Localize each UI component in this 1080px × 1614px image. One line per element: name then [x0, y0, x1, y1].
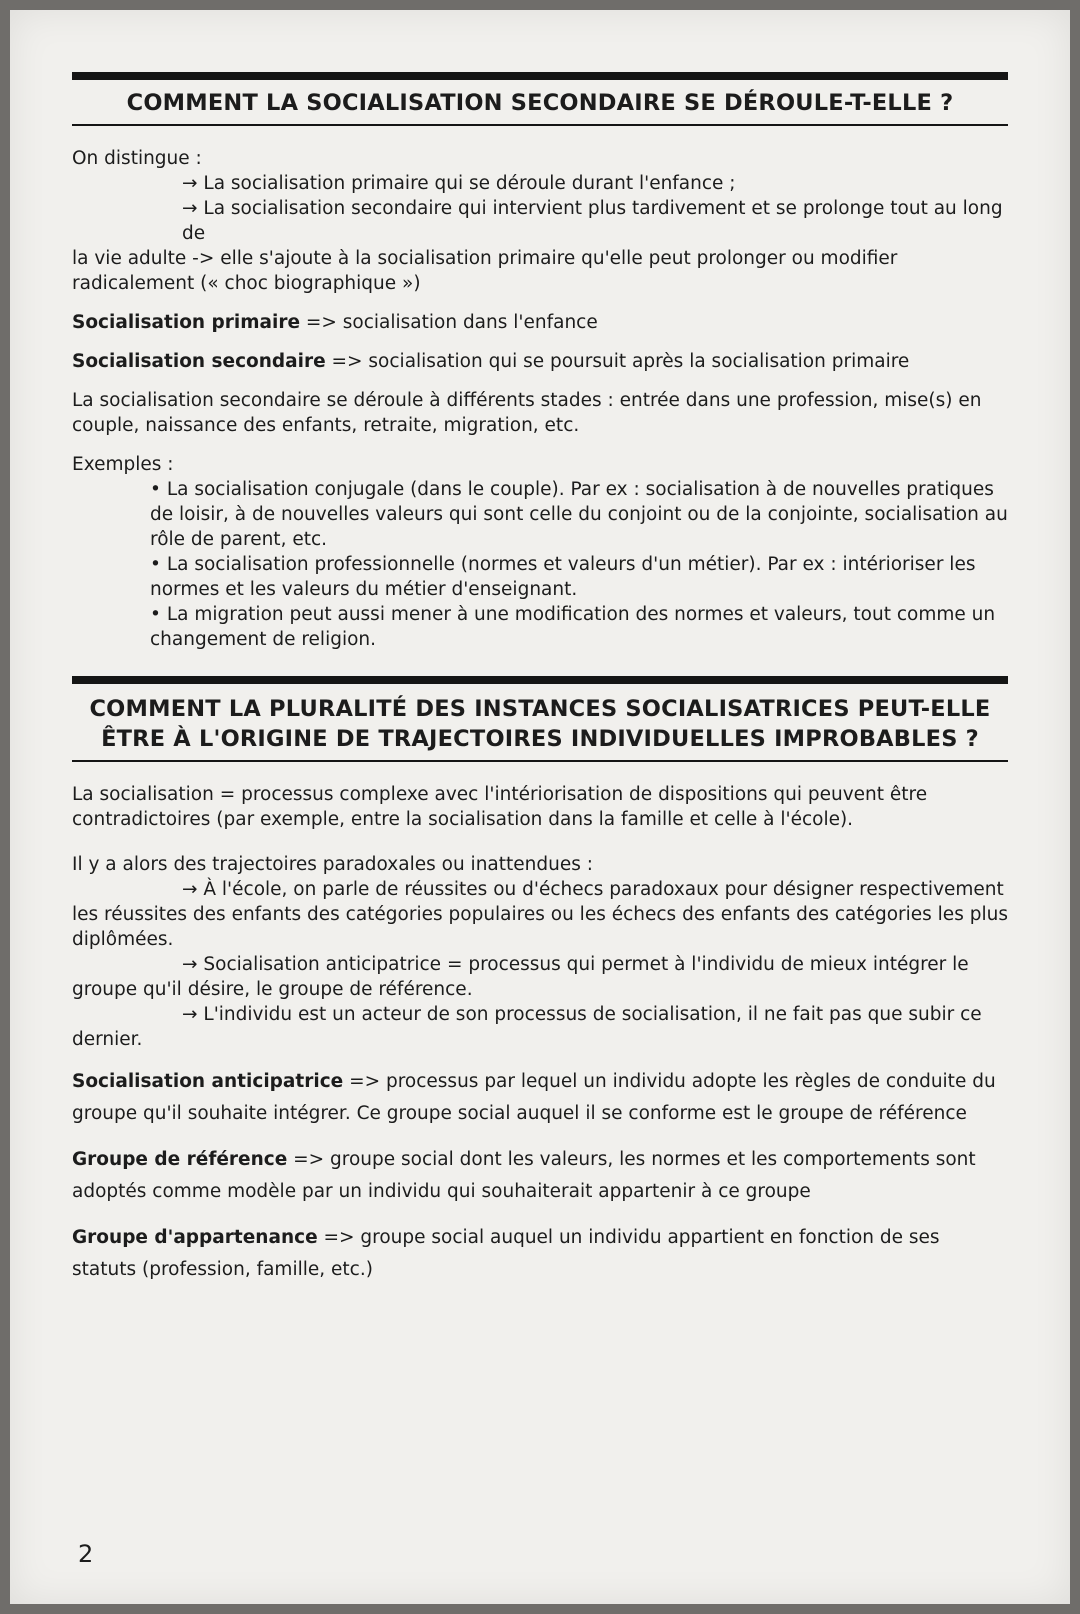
definition-term: Socialisation anticipatrice	[72, 1071, 344, 1092]
document-page	[10, 10, 1070, 1604]
list-item: → La socialisation secondaire qui intervient plus tardivement et se prolonge tout au long de	[182, 198, 1003, 244]
definition	[72, 1222, 1008, 1286]
section-divider	[72, 676, 1008, 684]
list-item: → La socialisation primaire qui se déroule durant l'enfance ;	[182, 173, 736, 194]
definition	[72, 1144, 1008, 1208]
list-item: • La socialisation conjugale (dans le couple). Par ex : socialisation à de nouvelles pratiques de loisir, à de nouvelles valeurs qui sont celle du conjoint ou de la conjointe, socialisation au rôle de parent, etc.	[150, 479, 1008, 550]
section2-title	[72, 694, 1008, 754]
list-item-continuation: dernier.	[72, 1029, 143, 1050]
paragraph: Il y a alors des trajectoires paradoxales ou inattendues :	[72, 854, 593, 875]
section2-title-line: COMMENT LA PLURALITÉ DES INSTANCES SOCIALISATRICES PEUT-ELLE	[89, 696, 991, 722]
definition-text: => groupe social auquel un individu appartient en fonction de ses statuts (profession, famille, etc.)	[72, 1227, 940, 1280]
page-content	[72, 10, 1008, 1286]
definition	[72, 1066, 1008, 1130]
definition-term: Socialisation primaire	[72, 312, 300, 333]
list-item: → L'individu est un acteur de son processus de socialisation, il ne fait pas que subir ce	[182, 1004, 982, 1025]
definition-text: => groupe social dont les valeurs, les normes et les comportements sont adoptés comme modèle par un individu qui souhaiterait appartenir à ce groupe	[72, 1149, 976, 1202]
definition-text: => socialisation dans l'enfance	[300, 312, 598, 333]
definition-text: => processus par lequel un individu adopte les règles de conduite du groupe qu'il souhaite intégrer. Ce groupe social auquel il se conforme est le groupe de référence	[72, 1071, 996, 1124]
list-item: → À l'école, on parle de réussites ou d'échecs paradoxaux pour désigner respectivement	[182, 879, 1004, 900]
paragraph: La socialisation secondaire se déroule à différents stades : entrée dans une profession, mise(s) en couple, naissance des enfants, retraite, migration, etc.	[72, 390, 982, 436]
section1-intro: On distingue :	[72, 148, 202, 169]
list-item-continuation: les réussites des enfants des catégories populaires ou les échecs des enfants des catégories les plus diplômées.	[72, 904, 1008, 950]
list-item: • La migration peut aussi mener à une modification des normes et valeurs, tout comme un changement de religion.	[150, 604, 996, 650]
list-item: • La socialisation professionnelle (normes et valeurs d'un métier). Par ex : intérioriser les normes et les valeurs du métier d'enseignant.	[150, 554, 976, 600]
definition-term: Groupe d'appartenance	[72, 1227, 318, 1248]
definition	[72, 349, 1008, 374]
definitions	[72, 1052, 1008, 1286]
bullet-icon: •	[150, 479, 161, 500]
bullet-icon: •	[150, 604, 161, 625]
definition-text: => socialisation qui se poursuit après la socialisation primaire	[325, 351, 910, 372]
list-item-continuation: groupe qu'il désire, le groupe de référence.	[72, 979, 473, 1000]
page-number: 2	[78, 1540, 94, 1568]
section2-title-line: ÊTRE À L'ORIGINE DE TRAJECTOIRES INDIVIDUELLES IMPROBABLES ?	[101, 726, 979, 752]
examples-list	[72, 477, 1008, 652]
section-divider	[72, 72, 1008, 80]
definition	[72, 310, 1008, 335]
definition-term: Socialisation secondaire	[72, 351, 326, 372]
bullet-icon: •	[150, 554, 161, 575]
paragraph: La socialisation = processus complexe avec l'intériorisation de dispositions qui peuvent être contradictoires (par exemple, entre la socialisation dans la famille et celle à l'école).	[72, 784, 928, 830]
list-item-continuation: la vie adulte -> elle s'ajoute à la socialisation primaire qu'elle peut prolonger ou modifier radicalement (« choc biographique »)	[72, 248, 898, 294]
examples-label: Exemples :	[72, 454, 174, 475]
definition-term: Groupe de référence	[72, 1149, 288, 1170]
section1-title: COMMENT LA SOCIALISATION SECONDAIRE SE DÉROULE-T-ELLE ?	[126, 90, 954, 116]
list-item: → Socialisation anticipatrice = processus qui permet à l'individu de mieux intégrer le	[182, 954, 969, 975]
